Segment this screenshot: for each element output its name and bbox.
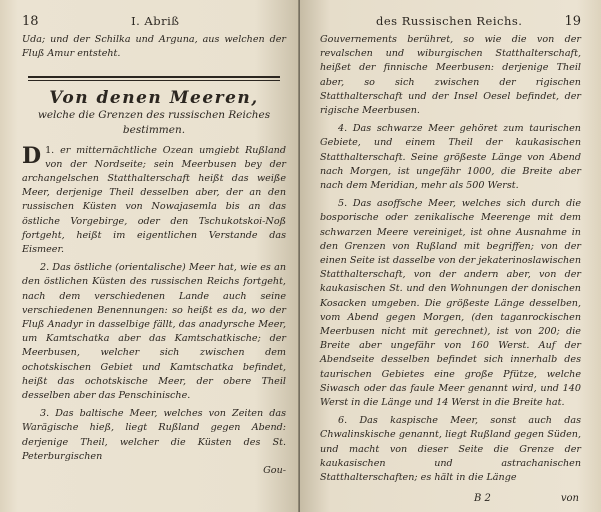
paragraph-3: 3. Das baltische Meer, welches von Zeiten das Warägische hieß, liegt Rußland gegen Abend: derjenige Theil, welcher die Küsten des St. Peterburgischen [22, 408, 286, 462]
paragraph-1-text: er mitternächtliche Ozean umgiebt Rußland von der Nordseite; sein Meerbusen bey der archangelschen Statthalterschaft heißt das weiße Meer, derjenige Theil desselben aber, der an den russischen Küsten von Nowajasemla bis an das östliche Vorgebirge, oder den Tschukotskoi-Noß fortgeht, heißt im eigentlichen Verstande das Eismeer. [22, 144, 286, 256]
paragraph-4: 4. Das schwarze Meer gehöret zum taurischen Gebiete, und einem Theil der kaukasischen Statthalterschaft. Seine größeste Länge von Abend nach Morgen, ist ungefähr 1000, die Breite aber nach dem Meridian, mehr als 500 Werst. [320, 123, 581, 192]
section-divider [28, 75, 280, 81]
left-running-head [22, 14, 286, 29]
right-body [320, 33, 581, 485]
left-running-title: I. Abriß [131, 14, 180, 28]
paragraph-1 [22, 144, 286, 258]
paragraph-1-number: 1. [45, 144, 55, 156]
section-title: Von denen Meeren, [49, 88, 259, 109]
paragraph-continued: Gouvernements berühret, so wie die von der revalschen und wiburgischen Statthalterschaft, heißet der finnische Meerbusen: derjenige Theil aber, so sich zwischen der rigischen Statthalterschaft und der Insel Oesel befindet, der rigische Meerbusen. [320, 34, 581, 117]
right-running-head [320, 14, 581, 29]
section-subtitle: welche die Grenzen des russischen Reiches bestimmen. [37, 108, 271, 136]
intro-paragraph: Uda; und der Schilka und Arguna, aus welchen der Fluß Amur entsteht. [22, 34, 286, 60]
right-page-number: 19 [564, 14, 581, 29]
paragraph-6: 6. Das kaspische Meer, sonst auch das Chwalinskische genannt, liegt Rußland gegen Süden, und macht von dieser Seite die Grenze der kaukasischen und astrachanischen Statthalterschaften; es hält in die Länge [320, 415, 581, 484]
drop-cap: D [22, 142, 42, 169]
left-page-number: 18 [22, 14, 39, 29]
right-catchword: von [560, 493, 579, 504]
left-body [22, 33, 286, 478]
right-running-title: des Russischen Reichs. [376, 14, 523, 28]
paragraph-2: 2. Das östliche (orientalische) Meer hat, wie es an den östlichen Küsten des russischen Reichs fortgeht, nach dem verschiedenen Lande auch seine verschiedenen Benennungen: so heißt es da, wo der Fluß Anadyr in dasselbige fällt, das anadyrsche Meer, um Kamtschatka aber das Kamtschatkische; der Meerbusen, welcher sich zwischen dem ochotskischen Gebiet und Kamtschatka befindet, heißt das ochotskische Meer, der obere Theil desselben aber das Penschinische. [22, 262, 286, 402]
right-page [300, 0, 601, 512]
paragraph-5: 5. Das asoffsche Meer, welches sich durch die bosporische oder zenikalische Meerenge mit dem schwarzen Meere vereiniget, ist ohne Ausnahme in den Grenzen von Rußland mit begriffen; von der einen Seite ist dasselbe von der jekaterinoslawischen Statthalterschaft, von der andern aber, von der kaukasischen St. und den Wohnungen der donischen Kosacken umgeben. Die größeste Länge desselben, vom Abend gegen Morgen, (den taganrockischen Meerbusen nicht mit gerechnet), ist von 200; die Breite aber ungefähr von 160 Werst. Auf der Abendseite desselben befindet sich innerhalb des taurischen Gebietes eine große Pfütze, welche Siwasch oder das faule Meer genannt wird, und 140 Werst in die Länge und 14 Werst in die Breite hat. [320, 198, 581, 409]
left-page [0, 0, 300, 512]
left-catchword: Gou- [263, 465, 286, 477]
signature-mark: B 2 [473, 493, 491, 504]
right-footer [474, 493, 579, 504]
